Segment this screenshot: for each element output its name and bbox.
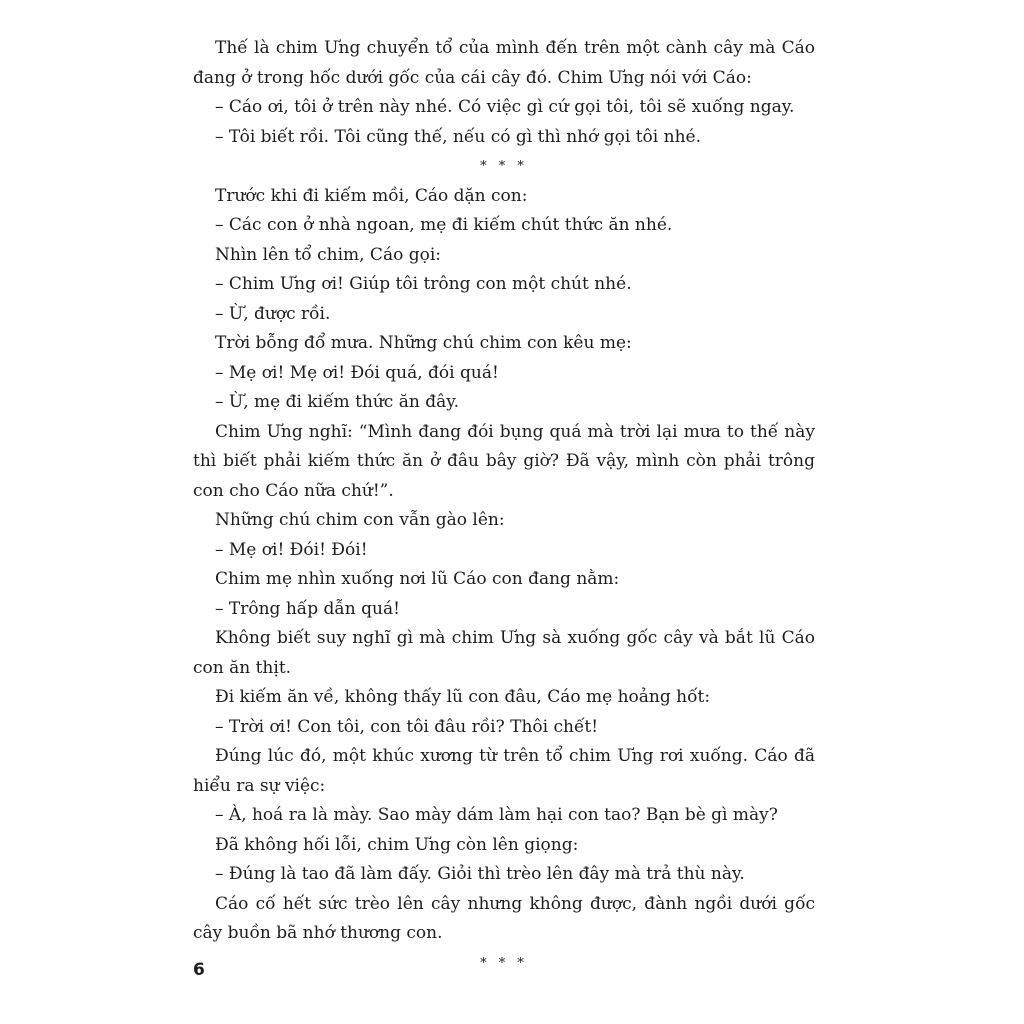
paragraph: – Chim Ưng ơi! Giúp tôi trông con một chút nhé. [215,274,632,294]
paragraph: Đi kiếm ăn về, không thấy lũ con đâu, Cáo mẹ hoảng hốt: [215,687,711,707]
paragraph: – À, hoá ra là mày. Sao mày dám làm hại con tao? Bạn bè gì mày? [215,805,778,825]
section-separator: * * * [480,955,528,971]
paragraph: – Cáo ơi, tôi ở trên này nhé. Có việc gì cứ gọi tôi, tôi sẽ xuống ngay. [215,97,795,117]
paragraph: Nhìn lên tổ chim, Cáo gọi: [215,244,441,265]
paragraph: Trời bỗng đổ mưa. Những chú chim con kêu mẹ: [215,333,632,353]
paragraph: – Các con ở nhà ngoan, mẹ đi kiếm chút thức ăn nhé. [215,215,673,235]
paragraph: – Tôi biết rồi. Tôi cũng thế, nếu có gì thì nhớ gọi tôi nhé. [215,126,701,147]
paragraph: Đã không hối lỗi, chim Ưng còn lên giọng: [215,834,579,855]
paragraph: Trước khi đi kiếm mồi, Cáo dặn con: [215,185,528,206]
paragraph: – Mẹ ơi! Mẹ ơi! Đói quá, đói quá! [215,362,499,383]
paragraph: – Mẹ ơi! Đói! Đói! [215,539,368,560]
story-text [193,34,815,978]
paragraph: – Trông hấp dẫn quá! [215,598,400,619]
paragraph: Thế là chim Ưng chuyển tổ của mình đến trên một cành cây mà Cáo đang ở trong hốc dưới gốc của cái cây đó. Chim Ưng nói với Cáo: [193,38,815,88]
paragraph: Đúng lúc đó, một khúc xương từ trên tổ chim Ưng rơi xuống. Cáo đã hiểu ra sự việc: [193,746,815,796]
paragraph: – Ừ, được rồi. [215,303,331,324]
paragraph: – Trời ơi! Con tôi, con tôi đâu rồi? Thôi chết! [215,716,599,737]
paragraph: Chim mẹ nhìn xuống nơi lũ Cáo con đang nằm: [215,569,620,589]
paragraph: Cáo cố hết sức trèo lên cây nhưng không được, đành ngồi dưới gốc cây buồn bã nhớ thương con. [193,893,815,943]
page-number: 6 [193,960,205,980]
paragraph: Những chú chim con vẫn gào lên: [215,510,505,530]
paragraph: Chim Ưng nghĩ: “Mình đang đói bụng quá mà trời lại mưa to thế này thì biết phải kiếm thức ăn ở đâu bây giờ? Đã vậy, mình còn phải trông con cho Cáo nữa chứ!”. [193,421,815,501]
paragraph: – Đúng là tao đã làm đấy. Giỏi thì trèo lên đây mà trả thù này. [215,864,745,884]
paragraph: Không biết suy nghĩ gì mà chim Ưng sà xuống gốc cây và bắt lũ Cáo con ăn thịt. [193,628,815,678]
paragraph: – Ừ, mẹ đi kiếm thức ăn đây. [215,392,459,412]
section-separator: * * * [480,159,528,174]
